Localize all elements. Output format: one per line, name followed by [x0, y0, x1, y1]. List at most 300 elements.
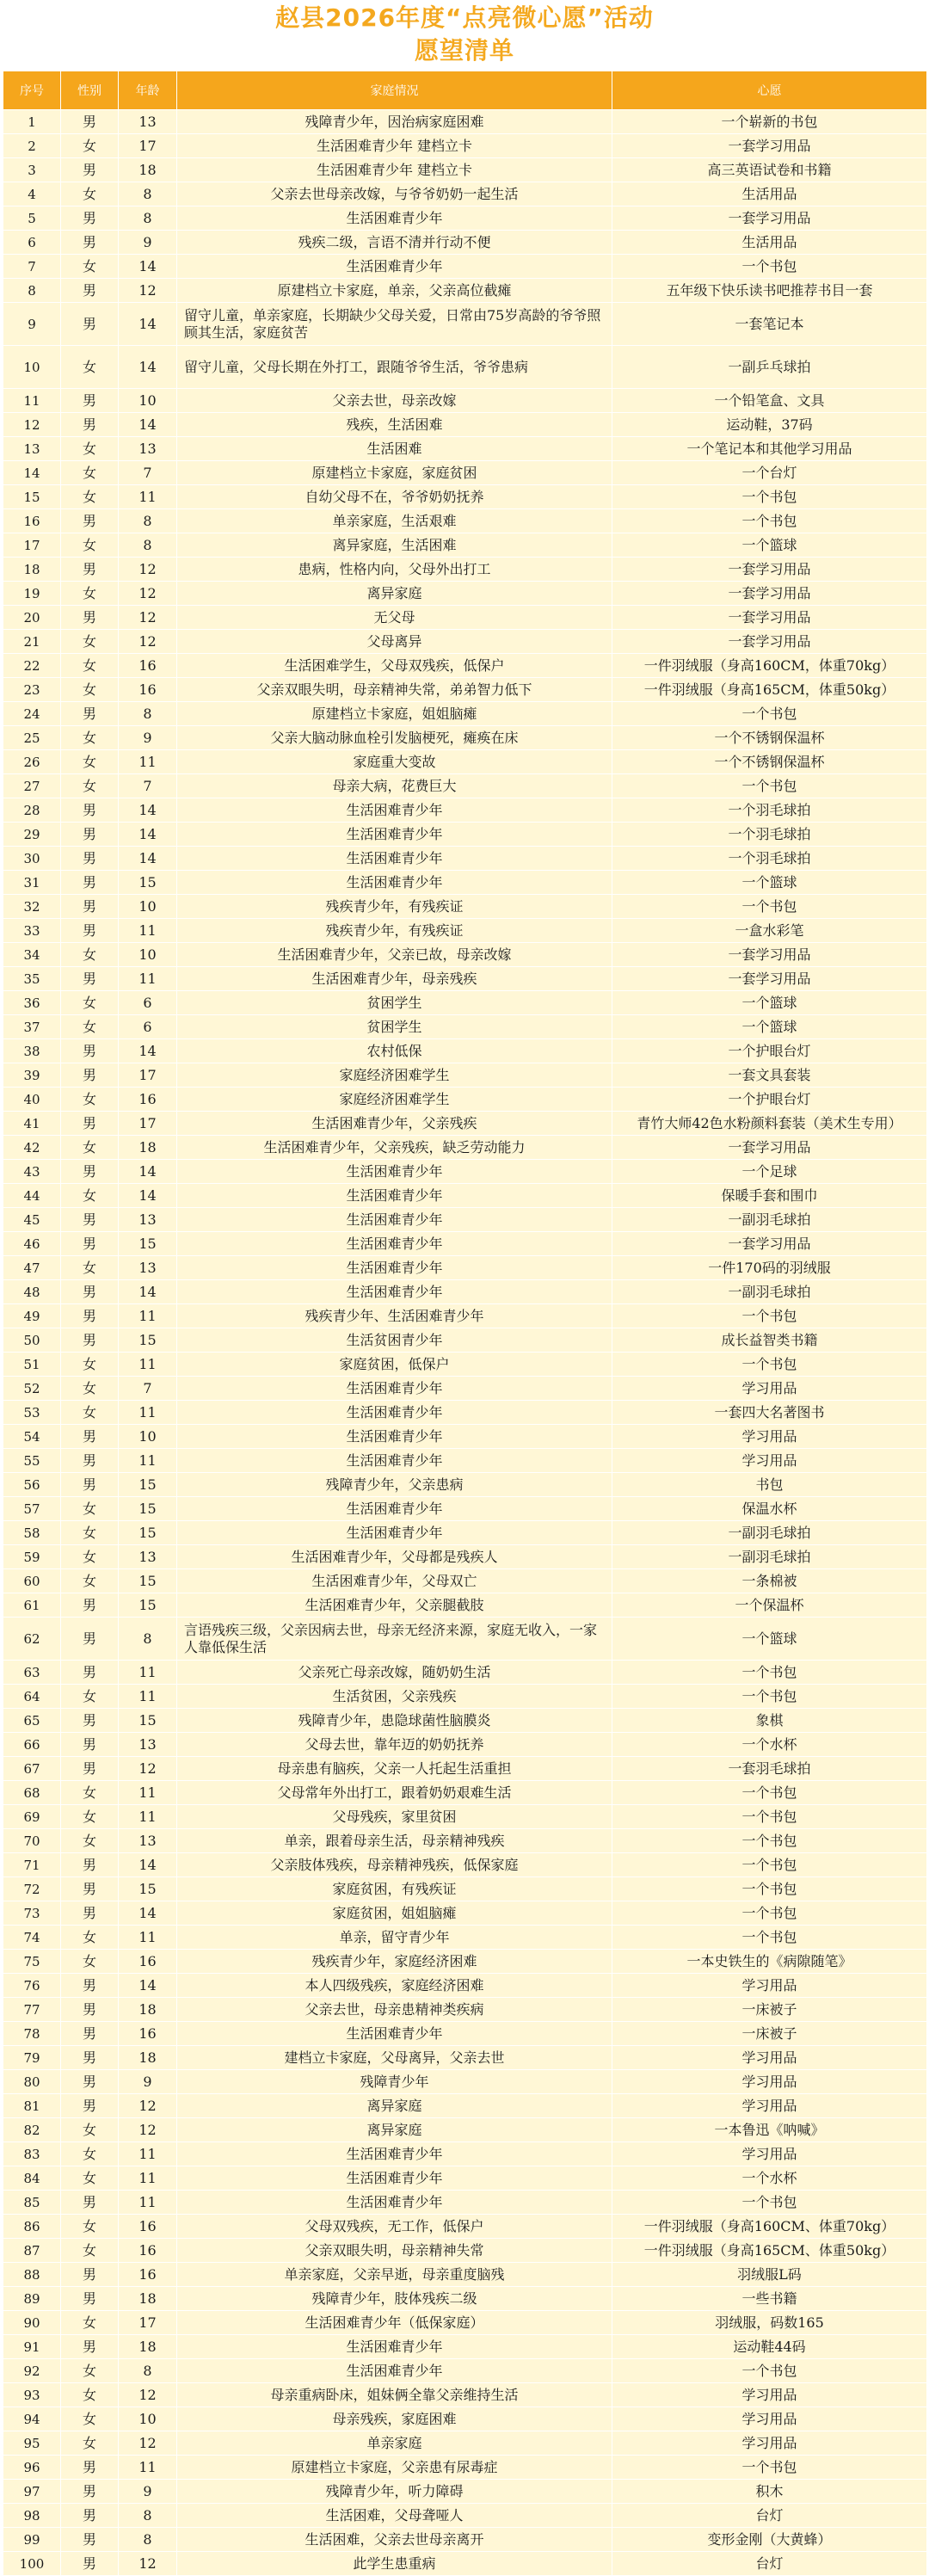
table-row [3, 1877, 927, 1901]
cell-wish: 一个书包 [612, 1685, 927, 1709]
cell-wish: 学习用品 [612, 2094, 927, 2118]
cell-family-situation: 生活困难青少年 [177, 871, 612, 895]
cell-number: 7 [3, 255, 61, 279]
cell-gender: 女 [61, 485, 119, 509]
cell-wish: 一套学习用品 [612, 943, 927, 967]
cell-gender: 男 [61, 1063, 119, 1088]
table-row [3, 303, 927, 346]
cell-family-situation: 生活困难 [177, 437, 612, 461]
cell-gender: 男 [61, 1661, 119, 1685]
table-row [3, 1208, 927, 1232]
cell-family-situation: 家庭贫困，有残疾证 [177, 1877, 612, 1901]
table-row [3, 630, 927, 654]
cell-wish: 一床被子 [612, 1998, 927, 2022]
cell-gender: 男 [61, 1449, 119, 1473]
cell-gender: 女 [61, 1685, 119, 1709]
cell-number: 71 [3, 1853, 61, 1877]
cell-gender: 女 [61, 1521, 119, 1545]
cell-family-situation: 单亲，留守青少年 [177, 1926, 612, 1950]
cell-number: 3 [3, 158, 61, 182]
table-row [3, 1853, 927, 1877]
table-row [3, 1497, 927, 1521]
cell-number: 9 [3, 303, 61, 346]
cell-wish: 学习用品 [612, 2070, 927, 2094]
cell-number: 25 [3, 726, 61, 750]
cell-number: 63 [3, 1661, 61, 1685]
table-row [3, 1685, 927, 1709]
cell-gender: 女 [61, 774, 119, 798]
cell-gender: 女 [61, 2431, 119, 2456]
cell-gender: 女 [61, 1829, 119, 1853]
cell-age: 13 [119, 1829, 177, 1853]
cell-number: 95 [3, 2431, 61, 2456]
cell-family-situation: 原建档立卡家庭，单亲，父亲高位截瘫 [177, 279, 612, 303]
cell-age: 14 [119, 1160, 177, 1184]
cell-age: 11 [119, 1304, 177, 1328]
table-row [3, 1521, 927, 1545]
table-row [3, 2166, 927, 2191]
cell-number: 31 [3, 871, 61, 895]
cell-wish: 一副羽毛球拍 [612, 1280, 927, 1304]
cell-family-situation: 父母去世，靠年迈的奶奶抚养 [177, 1733, 612, 1757]
cell-number: 23 [3, 678, 61, 702]
cell-gender: 女 [61, 1781, 119, 1805]
cell-family-situation: 原建档立卡家庭，家庭贫困 [177, 461, 612, 485]
cell-number: 87 [3, 2239, 61, 2263]
cell-gender: 女 [61, 1401, 119, 1425]
table-row [3, 206, 927, 231]
table-row [3, 558, 927, 582]
cell-age: 15 [119, 871, 177, 895]
cell-wish: 生活用品 [612, 182, 927, 206]
cell-number: 53 [3, 1401, 61, 1425]
cell-wish: 一副羽毛球拍 [612, 1545, 927, 1569]
cell-number: 83 [3, 2142, 61, 2166]
cell-wish: 学习用品 [612, 1974, 927, 1998]
cell-family-situation: 生活困难青少年 [177, 1280, 612, 1304]
table-row [3, 2263, 927, 2287]
cell-age: 13 [119, 1208, 177, 1232]
table-row [3, 702, 927, 726]
table-row [3, 1569, 927, 1593]
column-header-family-situation: 家庭情况 [177, 71, 612, 110]
cell-age: 11 [119, 1805, 177, 1829]
cell-number: 55 [3, 1449, 61, 1473]
cell-gender: 男 [61, 2263, 119, 2287]
cell-family-situation: 言语残疾三级，父亲因病去世，母亲无经济来源，家庭无收入，一家人靠低保生活 [177, 1618, 612, 1661]
cell-age: 14 [119, 303, 177, 346]
cell-wish: 羽绒服L码 [612, 2263, 927, 2287]
cell-number: 27 [3, 774, 61, 798]
cell-number: 51 [3, 1353, 61, 1377]
cell-number: 81 [3, 2094, 61, 2118]
cell-wish: 一个篮球 [612, 871, 927, 895]
table-row [3, 182, 927, 206]
cell-wish: 一个书包 [612, 485, 927, 509]
table-row [3, 1805, 927, 1829]
table-row [3, 967, 927, 991]
cell-number: 43 [3, 1160, 61, 1184]
table-row [3, 2215, 927, 2239]
cell-gender: 女 [61, 678, 119, 702]
cell-family-situation: 生活困难青少年，父母都是残疾人 [177, 1545, 612, 1569]
cell-gender: 男 [61, 871, 119, 895]
cell-wish: 一个篮球 [612, 1618, 927, 1661]
wish-list-table [3, 71, 927, 2576]
cell-number: 66 [3, 1733, 61, 1757]
cell-wish: 学习用品 [612, 2142, 927, 2166]
cell-age: 7 [119, 461, 177, 485]
cell-number: 72 [3, 1877, 61, 1901]
cell-gender: 女 [61, 2383, 119, 2407]
cell-family-situation: 生活贫困青少年 [177, 1328, 612, 1353]
cell-number: 90 [3, 2311, 61, 2335]
cell-age: 9 [119, 726, 177, 750]
cell-wish: 一个书包 [612, 774, 927, 798]
cell-number: 32 [3, 895, 61, 919]
table-row [3, 1901, 927, 1926]
cell-wish: 一条棉被 [612, 1569, 927, 1593]
cell-gender: 男 [61, 1232, 119, 1256]
cell-family-situation: 原建档立卡家庭，姐姐脑瘫 [177, 702, 612, 726]
cell-age: 13 [119, 1733, 177, 1757]
cell-wish: 保温水杯 [612, 1497, 927, 1521]
cell-gender: 女 [61, 1950, 119, 1974]
table-row [3, 750, 927, 774]
table-row [3, 847, 927, 871]
cell-family-situation: 生活困难青少年 [177, 1449, 612, 1473]
table-row [3, 1709, 927, 1733]
table-row [3, 1593, 927, 1618]
table-row [3, 798, 927, 823]
cell-gender: 男 [61, 1709, 119, 1733]
table-row [3, 919, 927, 943]
cell-gender: 男 [61, 558, 119, 582]
cell-number: 57 [3, 1497, 61, 1521]
cell-gender: 男 [61, 967, 119, 991]
cell-family-situation: 生活困难青少年，父亲腿截肢 [177, 1593, 612, 1618]
cell-wish: 一个羽毛球拍 [612, 847, 927, 871]
cell-family-situation: 无父母 [177, 606, 612, 630]
cell-wish: 一件羽绒服（身高165CM，体重50kg） [612, 678, 927, 702]
cell-family-situation: 残疾青少年，有残疾证 [177, 919, 612, 943]
cell-number: 42 [3, 1136, 61, 1160]
cell-age: 14 [119, 255, 177, 279]
cell-gender: 男 [61, 1901, 119, 1926]
cell-number: 1 [3, 110, 61, 134]
table-row [3, 2335, 927, 2359]
cell-age: 11 [119, 1353, 177, 1377]
cell-family-situation: 农村低保 [177, 1039, 612, 1063]
cell-family-situation: 残疾青少年，有残疾证 [177, 895, 612, 919]
cell-gender: 男 [61, 1112, 119, 1136]
cell-family-situation: 单亲家庭，生活艰难 [177, 509, 612, 533]
cell-gender: 女 [61, 1015, 119, 1039]
cell-number: 41 [3, 1112, 61, 1136]
cell-number: 29 [3, 823, 61, 847]
cell-wish: 一个水杯 [612, 2166, 927, 2191]
cell-age: 8 [119, 2359, 177, 2383]
cell-age: 14 [119, 346, 177, 389]
cell-wish: 青竹大师42色水粉颜料套装（美术生专用） [612, 1112, 927, 1136]
cell-wish: 一套笔记本 [612, 303, 927, 346]
cell-age: 11 [119, 2456, 177, 2480]
table-row [3, 1039, 927, 1063]
cell-age: 14 [119, 823, 177, 847]
column-header-number: 序号 [3, 71, 61, 110]
cell-number: 30 [3, 847, 61, 871]
cell-wish: 成长益智类书籍 [612, 1328, 927, 1353]
cell-gender: 女 [61, 1497, 119, 1521]
cell-age: 11 [119, 1781, 177, 1805]
cell-wish: 一个书包 [612, 1877, 927, 1901]
table-row [3, 2480, 927, 2504]
cell-age: 12 [119, 2118, 177, 2142]
cell-age: 15 [119, 1328, 177, 1353]
cell-number: 69 [3, 1805, 61, 1829]
cell-gender: 男 [61, 1039, 119, 1063]
table-row [3, 1473, 927, 1497]
cell-wish: 一套学习用品 [612, 1232, 927, 1256]
cell-family-situation: 生活困难青少年 [177, 206, 612, 231]
cell-wish: 五年级下快乐读书吧推荐书目一套 [612, 279, 927, 303]
cell-family-situation: 单亲，跟着母亲生活，母亲精神残疾 [177, 1829, 612, 1853]
table-row [3, 1829, 927, 1853]
cell-gender: 女 [61, 1256, 119, 1280]
cell-gender: 女 [61, 2215, 119, 2239]
cell-age: 16 [119, 2022, 177, 2046]
cell-age: 14 [119, 847, 177, 871]
cell-gender: 男 [61, 2046, 119, 2070]
table-row [3, 2191, 927, 2215]
table-header-row [3, 71, 927, 110]
cell-family-situation: 父亲去世母亲改嫁，与爷爷奶奶一起生活 [177, 182, 612, 206]
cell-wish: 一个书包 [612, 1853, 927, 1877]
column-header-wish: 心愿 [612, 71, 927, 110]
cell-age: 12 [119, 1757, 177, 1781]
cell-age: 11 [119, 1401, 177, 1425]
cell-wish: 一个书包 [612, 509, 927, 533]
cell-wish: 学习用品 [612, 1425, 927, 1449]
cell-age: 14 [119, 1039, 177, 1063]
cell-number: 17 [3, 533, 61, 558]
cell-family-situation: 残障青少年 [177, 2070, 612, 2094]
cell-number: 74 [3, 1926, 61, 1950]
cell-gender: 男 [61, 1733, 119, 1757]
cell-family-situation: 原建档立卡家庭，父亲患有尿毒症 [177, 2456, 612, 2480]
cell-family-situation: 残疾，生活困难 [177, 413, 612, 437]
cell-age: 15 [119, 1497, 177, 1521]
cell-number: 93 [3, 2383, 61, 2407]
cell-family-situation: 生活困难青少年 [177, 1208, 612, 1232]
cell-family-situation: 生活困难青少年，父亲残疾 [177, 1112, 612, 1136]
table-row [3, 509, 927, 533]
cell-family-situation: 家庭重大变故 [177, 750, 612, 774]
cell-number: 65 [3, 1709, 61, 1733]
page-header [0, 0, 929, 71]
cell-number: 58 [3, 1521, 61, 1545]
table-row [3, 823, 927, 847]
cell-gender: 男 [61, 389, 119, 413]
cell-number: 79 [3, 2046, 61, 2070]
cell-wish: 学习用品 [612, 1449, 927, 1473]
cell-age: 18 [119, 1998, 177, 2022]
cell-family-situation: 生活困难青少年，父亲残疾，缺乏劳动能力 [177, 1136, 612, 1160]
cell-age: 12 [119, 582, 177, 606]
cell-age: 9 [119, 2480, 177, 2504]
cell-gender: 男 [61, 2456, 119, 2480]
cell-family-situation: 生活困难青少年 建档立卡 [177, 158, 612, 182]
cell-gender: 女 [61, 991, 119, 1015]
cell-gender: 女 [61, 2166, 119, 2191]
cell-number: 20 [3, 606, 61, 630]
cell-wish: 一盒水彩笔 [612, 919, 927, 943]
cell-gender: 女 [61, 726, 119, 750]
cell-wish: 一套学习用品 [612, 558, 927, 582]
cell-age: 15 [119, 1521, 177, 1545]
cell-family-situation: 单亲家庭 [177, 2431, 612, 2456]
cell-wish: 一个足球 [612, 1160, 927, 1184]
cell-number: 14 [3, 461, 61, 485]
cell-number: 78 [3, 2022, 61, 2046]
cell-age: 9 [119, 2070, 177, 2094]
cell-age: 18 [119, 2046, 177, 2070]
cell-family-situation: 生活困难青少年（低保家庭） [177, 2311, 612, 2335]
cell-family-situation: 生活困难青少年 [177, 847, 612, 871]
cell-gender: 男 [61, 2094, 119, 2118]
cell-number: 84 [3, 2166, 61, 2191]
cell-wish: 一套学习用品 [612, 582, 927, 606]
cell-number: 46 [3, 1232, 61, 1256]
cell-gender: 女 [61, 533, 119, 558]
table-row [3, 134, 927, 158]
cell-gender: 男 [61, 2287, 119, 2311]
table-row [3, 991, 927, 1015]
cell-gender: 女 [61, 1569, 119, 1593]
cell-age: 11 [119, 1685, 177, 1709]
table-row [3, 1328, 927, 1353]
cell-family-situation: 生活困难青少年 [177, 2335, 612, 2359]
table-row [3, 2359, 927, 2383]
cell-gender: 女 [61, 1184, 119, 1208]
cell-family-situation: 本人四级残疾，家庭经济困难 [177, 1974, 612, 1998]
cell-age: 15 [119, 1877, 177, 1901]
cell-wish: 一套学习用品 [612, 1136, 927, 1160]
table-row [3, 582, 927, 606]
table-row [3, 2456, 927, 2480]
cell-number: 35 [3, 967, 61, 991]
cell-gender: 女 [61, 1805, 119, 1829]
cell-number: 33 [3, 919, 61, 943]
table-row [3, 895, 927, 919]
table-row [3, 2407, 927, 2431]
cell-number: 86 [3, 2215, 61, 2239]
cell-number: 100 [3, 2552, 61, 2576]
table-row [3, 678, 927, 702]
page-title: 赵县2026年度“点亮微心愿”活动 [275, 3, 654, 32]
cell-number: 11 [3, 389, 61, 413]
cell-gender: 女 [61, 1926, 119, 1950]
cell-gender: 女 [61, 2142, 119, 2166]
table-row [3, 606, 927, 630]
cell-wish: 一个水杯 [612, 1733, 927, 1757]
cell-number: 8 [3, 279, 61, 303]
cell-number: 28 [3, 798, 61, 823]
cell-family-situation: 母亲患有脑疾，父亲一人托起生活重担 [177, 1757, 612, 1781]
cell-wish: 一个崭新的书包 [612, 110, 927, 134]
table-body [3, 110, 927, 2576]
table-row [3, 110, 927, 134]
table-row [3, 2046, 927, 2070]
table-row [3, 871, 927, 895]
cell-wish: 一个篮球 [612, 1015, 927, 1039]
cell-gender: 男 [61, 1853, 119, 1877]
cell-family-situation: 母亲大病，花费巨大 [177, 774, 612, 798]
column-header-age: 年龄 [119, 71, 177, 110]
cell-gender: 女 [61, 437, 119, 461]
cell-wish: 一件羽绒服（身高165CM、体重50kg） [612, 2239, 927, 2263]
cell-age: 13 [119, 110, 177, 134]
cell-family-situation: 患病，性格内向，父母外出打工 [177, 558, 612, 582]
cell-number: 96 [3, 2456, 61, 2480]
cell-age: 12 [119, 2094, 177, 2118]
cell-wish: 生活用品 [612, 231, 927, 255]
table-row [3, 654, 927, 678]
cell-wish: 一套羽毛球拍 [612, 1757, 927, 1781]
cell-number: 4 [3, 182, 61, 206]
cell-family-situation: 父亲双眼失明，母亲精神失常，弟弟智力低下 [177, 678, 612, 702]
cell-number: 68 [3, 1781, 61, 1805]
cell-number: 88 [3, 2263, 61, 2287]
cell-age: 11 [119, 919, 177, 943]
cell-wish: 一件170码的羽绒服 [612, 1256, 927, 1280]
cell-age: 16 [119, 2263, 177, 2287]
cell-age: 15 [119, 1593, 177, 1618]
table-row [3, 1112, 927, 1136]
cell-age: 8 [119, 2528, 177, 2552]
cell-gender: 女 [61, 654, 119, 678]
cell-family-situation: 残疾青少年，家庭经济困难 [177, 1950, 612, 1974]
cell-age: 12 [119, 2383, 177, 2407]
cell-age: 14 [119, 413, 177, 437]
cell-number: 85 [3, 2191, 61, 2215]
cell-family-situation: 离异家庭 [177, 2118, 612, 2142]
cell-wish: 一件羽绒服（身高160CM，体重70kg） [612, 654, 927, 678]
table-row [3, 2094, 927, 2118]
cell-gender: 女 [61, 582, 119, 606]
cell-gender: 男 [61, 231, 119, 255]
cell-number: 76 [3, 1974, 61, 1998]
page-subtitle: 愿望清单 [414, 36, 514, 65]
table-row [3, 1280, 927, 1304]
cell-family-situation: 生活困难青少年 [177, 1160, 612, 1184]
table-row [3, 1781, 927, 1805]
cell-gender: 女 [61, 182, 119, 206]
cell-number: 94 [3, 2407, 61, 2431]
cell-age: 8 [119, 533, 177, 558]
cell-wish: 运动鞋，37码 [612, 413, 927, 437]
cell-gender: 女 [61, 1353, 119, 1377]
cell-number: 24 [3, 702, 61, 726]
cell-family-situation: 离异家庭 [177, 2094, 612, 2118]
cell-gender: 男 [61, 1160, 119, 1184]
cell-wish: 学习用品 [612, 1377, 927, 1401]
cell-number: 80 [3, 2070, 61, 2094]
cell-wish: 一副羽毛球拍 [612, 1208, 927, 1232]
table-row [3, 1618, 927, 1661]
cell-wish: 一个书包 [612, 702, 927, 726]
cell-family-situation: 生活困难青少年 [177, 823, 612, 847]
